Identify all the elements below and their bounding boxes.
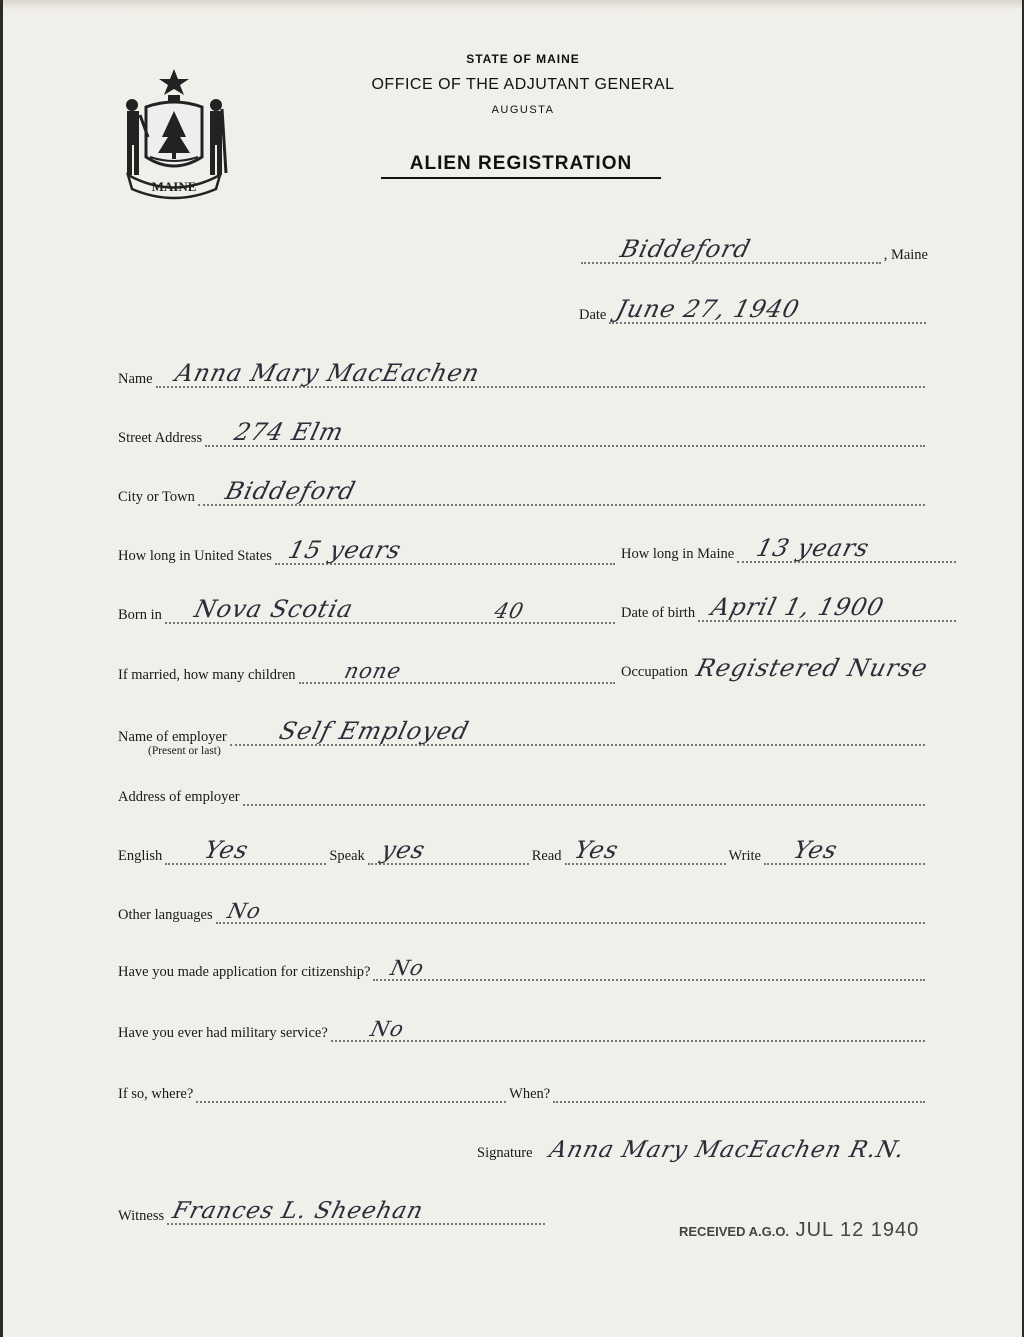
- witness-row: [118, 1198, 548, 1225]
- street-value: 274 Elm: [231, 418, 348, 446]
- registration-form: [3, 0, 1022, 1337]
- date-row: [579, 295, 929, 324]
- speak-label: Speak: [329, 848, 365, 864]
- employer-address-row: [118, 782, 928, 806]
- city-heading: AUGUSTA: [491, 104, 555, 116]
- military-field[interactable]: [331, 1017, 925, 1042]
- occupation-value: Registered Nurse: [693, 654, 931, 682]
- other-languages-field[interactable]: [216, 899, 925, 924]
- date-field[interactable]: [609, 295, 926, 324]
- received-stamp: [679, 1219, 919, 1242]
- maine-time-value: 13 years: [753, 534, 873, 562]
- us-time-row: [118, 536, 618, 565]
- city-field[interactable]: [198, 477, 925, 506]
- where-row: [118, 1079, 928, 1103]
- place-suffix: , Maine: [883, 247, 928, 263]
- name-label: Name: [118, 371, 153, 387]
- maine-time-row: [621, 534, 959, 563]
- speak-value: yes: [378, 836, 429, 864]
- read-field[interactable]: [565, 836, 726, 865]
- speak-field[interactable]: [368, 836, 529, 865]
- signature-value: Anna Mary MacEachen R.N.: [546, 1137, 908, 1163]
- military-row: [118, 1018, 928, 1042]
- employer-label: Name of employer: [118, 729, 227, 745]
- where-field[interactable]: [196, 1083, 506, 1103]
- city-value: Biddeford: [222, 477, 359, 505]
- date-value: June 27, 1940: [613, 295, 804, 323]
- english-row: [118, 836, 928, 865]
- citizenship-field[interactable]: [373, 956, 925, 981]
- us-time-value: 15 years: [285, 536, 405, 564]
- born-label: Born in: [118, 607, 162, 623]
- place-row: [578, 235, 928, 264]
- military-label: Have you ever had military service?: [118, 1025, 328, 1041]
- maine-time-field[interactable]: [737, 534, 956, 563]
- witness-label: Witness: [118, 1208, 165, 1224]
- employer-field[interactable]: [230, 717, 925, 746]
- born-value: Nova Scotia: [191, 595, 357, 623]
- citizenship-value: No: [388, 956, 428, 980]
- signature-label: Signature: [477, 1145, 533, 1161]
- born-field[interactable]: [165, 595, 615, 624]
- children-value: none: [341, 659, 404, 683]
- english-value: Yes: [201, 836, 253, 864]
- employer-value: Self Employed: [276, 717, 472, 745]
- write-value: Yes: [790, 836, 841, 864]
- read-value: Yes: [571, 836, 622, 864]
- witness-field[interactable]: [167, 1198, 545, 1225]
- form-title: ALIEN REGISTRATION: [381, 153, 661, 179]
- citizenship-label: Have you made application for citizenship?: [118, 964, 371, 980]
- birth-field[interactable]: [698, 593, 956, 622]
- write-label: Write: [728, 848, 761, 864]
- city-row: [118, 477, 928, 506]
- employer-row: [118, 717, 928, 746]
- city-label: City or Town: [118, 489, 195, 505]
- military-value: No: [367, 1017, 407, 1041]
- place-value: Biddeford: [617, 235, 754, 263]
- employer-address-label: Address of employer: [118, 789, 240, 805]
- occupation-row: [621, 654, 1001, 682]
- witness-value: Frances L. Sheehan: [169, 1198, 427, 1224]
- scan-edge: [3, 0, 1022, 10]
- citizenship-row: [118, 957, 928, 981]
- name-row: [118, 359, 928, 388]
- children-label: If married, how many children: [118, 667, 296, 683]
- occupation-field[interactable]: [691, 654, 998, 682]
- read-label: Read: [531, 848, 562, 864]
- english-field[interactable]: [165, 836, 326, 865]
- english-label: English: [118, 848, 163, 864]
- other-languages-value: No: [224, 899, 264, 923]
- signature-field[interactable]: [536, 1137, 1014, 1163]
- birth-value: April 1, 1900: [708, 593, 888, 621]
- us-time-label: How long in United States: [118, 548, 272, 564]
- born-row: [118, 595, 618, 624]
- stamp-date: JUL 12 1940: [795, 1219, 920, 1241]
- birth-label: Date of birth: [621, 605, 696, 621]
- svg-text:MAINE: MAINE: [151, 179, 197, 194]
- employer-sublabel: (Present or last): [148, 745, 221, 757]
- occupation-label: Occupation: [621, 664, 688, 680]
- us-time-field[interactable]: [275, 536, 615, 565]
- where-label: If so, where?: [118, 1086, 194, 1102]
- state-heading: STATE OF MAINE: [466, 52, 580, 66]
- signature-row: [477, 1138, 1017, 1162]
- age-value: 40: [491, 599, 527, 623]
- office-heading: OFFICE OF THE ADJUTANT GENERAL: [371, 76, 675, 93]
- employer-address-field[interactable]: [243, 786, 925, 806]
- date-label: Date: [579, 307, 607, 323]
- other-languages-label: Other languages: [118, 907, 213, 923]
- stamp-prefix: RECEIVED A.G.O.: [679, 1224, 790, 1239]
- when-field[interactable]: [553, 1083, 925, 1103]
- when-label: When?: [509, 1086, 551, 1102]
- maine-time-label: How long in Maine: [621, 546, 735, 562]
- write-field[interactable]: [764, 836, 925, 865]
- birth-row: [621, 593, 959, 622]
- street-label: Street Address: [118, 430, 203, 446]
- name-value: Anna Mary MacEachen: [172, 359, 483, 387]
- place-field[interactable]: [581, 235, 881, 264]
- name-field[interactable]: [156, 359, 925, 388]
- children-row: [118, 660, 618, 684]
- street-row: [118, 418, 928, 447]
- other-languages-row: [118, 900, 928, 924]
- street-field[interactable]: [205, 418, 925, 447]
- children-field[interactable]: [299, 659, 615, 684]
- maine-state-seal-icon: [118, 65, 230, 200]
